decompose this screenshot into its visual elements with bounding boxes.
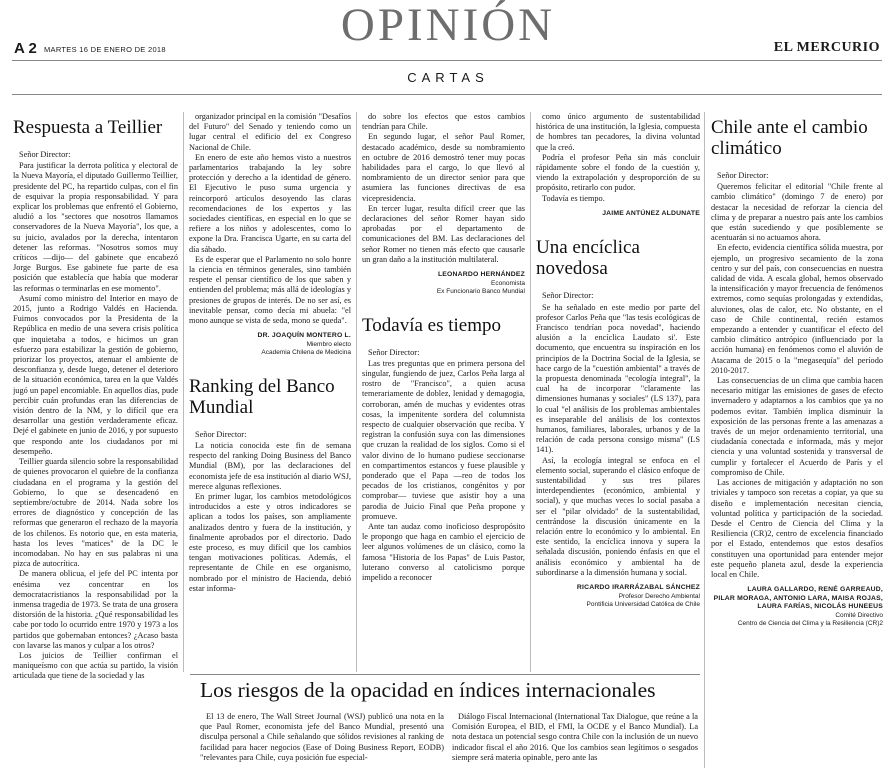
signature-affiliation: Academia Chilena de Medicina bbox=[261, 348, 351, 356]
editorial-headline: Los riesgos de la opacidad en índices internacionales bbox=[200, 678, 656, 702]
salutation: Señor Director: bbox=[19, 150, 71, 159]
column-5 bbox=[711, 112, 883, 768]
letter-paragraph: Se ha señalado en este medio por parte del profesor Carlos Peña que "las tesis ecológicas de Francisco tendrían poca novedad", haciendo alusión a la encíclica Laudato si'. Este documento, que encuentra su inspiración en los principios de la Doctrina Social de la Iglesia, se hace cargo de la "cuestión ambiental" a través de la propuesta denominada "ecología integral", la cual ha de incorporar "claramente las dimensiones humanas y sociales" (LS 137), para lo cual "el análisis de los problemas ambientales es inseparable del análisis de los contextos humanos, familiares, laborales, urbanos y de la relación de cada persona consigo misma" (LS 141). bbox=[536, 302, 700, 455]
signature-role: Profesor Derecho Ambiental bbox=[618, 592, 700, 600]
letter-paragraph: De manera oblicua, el jefe del PC intenta por enésima vez concentrar en los democratacristianos la responsabilidad por la inmensa tragedia de 1973. Se trata de una grosera distorsión de la historia. ¿Qué responsabilidad les cabe por todo lo ocurrido entre 1970 y 1973 a los partidos que gobernaban entonces? ¿Acaso basta con lavarse las manos y culpar a los otros? bbox=[13, 569, 178, 650]
column-4 bbox=[536, 112, 700, 672]
letter-title: Todavía es tiempo bbox=[362, 314, 502, 336]
letter-paragraph: como único argumento de sustentabilidad histórica de una institución, la Iglesia, compuesta de hombres tan pecadores, la divina voluntad que la creó. bbox=[536, 112, 700, 152]
letter-paragraph: En segundo lugar, el señor Paul Romer, destacado académico, desde su nombramiento en octubre de 2016 demostró tener muy pocas habilidades para el cargo, lo que llevó al nombramiento de un director senior para que asumiera las funciones directivas de esa vicepresidencia. bbox=[362, 132, 525, 203]
signature-role: Comité Directivo bbox=[835, 611, 883, 619]
letter-paragraph: La noticia conocida este fin de semana respecto del ranking Doing Business del Banco Mundial (BM), por las declaraciones del economista jefe de esa institución al diario WSJ, merece algunas reflexiones. bbox=[189, 440, 351, 491]
letter-paragraph: Ante tan audaz como inoficioso despropósito le propongo que haga en cambio el ejercicio de leer algunos volúmenes de un clásico, como la famosa "Historia de los Papas" de Luis Pastor, luterano converso al catolicismo porque impelido a reconocer bbox=[362, 522, 525, 583]
editorial-column-2 bbox=[452, 712, 698, 768]
letter-paragraph: En tercer lugar, resulta difícil creer que las declaraciones del señor Romer hayan sido aprobadas por el departamento de comunicaciones del BM. Las declaraciones del señor Romer no tienen más efecto que causarle un gran daño a la institución multilateral. bbox=[362, 203, 525, 264]
editorial-rule bbox=[190, 674, 700, 675]
issue-date: MARTES 16 DE ENERO DE 2018 bbox=[44, 45, 166, 54]
signature-affiliation: Ex Funcionario Banco Mundial bbox=[436, 287, 525, 295]
signature: PILAR MORAGA, ANTONIO LARA, MAISA ROJAS, bbox=[713, 594, 883, 602]
editorial-paragraph: El 13 de enero, The Wall Street Journal (WSJ) publicó una nota en la que Paul Romer, economista jefe del Banco Mundial, presentó una disculpa personal a Chile señalando que sólidos revisiones al ranking de facilidad para hacer negocios (Ease of Doing Business Report, EODB) "relevantes para Chile, cuya posición fue especial- bbox=[200, 712, 444, 762]
letter-paragraph: Todavía es tiempo. bbox=[542, 193, 605, 203]
column-divider bbox=[356, 112, 357, 672]
letter-paragraph: Las consecuencias de un clima que cambia hacen necesario mitigar las emisiones de gases de efecto invernadero y adaptarnos a los cambios que ya no podemos evitar. También implica disminuir la exposición de las personas frente a las amenazas a través de un mejor ordenamiento territorial, una ciudadanía conectada e informada, más y mejor ciencia y una voluntad sostenida y transversal de cumplir y fortalecer el Acuerdo de París y el compromiso de Chile. bbox=[711, 376, 883, 477]
signature-role: Miembro electo bbox=[306, 340, 351, 348]
column-3 bbox=[362, 112, 525, 672]
column-1 bbox=[13, 112, 178, 768]
letter-paragraph: Asumí como ministro del Interior en mayo de 2015, junto a Rodrigo Valdés en Hacienda. Fuimos convocados por la Presidenta de la República en medio de una severa crisis política que inquietaba a todos, e hicimos un gran esfuerzo para estabilizar la gestión de gobierno, priorizar los proyectos, atenuar el ambiente de desconfianza y, desde luego, detener el deterioro de la situación económica, tarea en la que Valdés jugó un papel encomiable. En aquellos días, pude percibir cuán profundas eran las diferencias de visión dentro de la NM, y lo difícil que era desarrollar una gestión verdaderamente eficaz. Dejé el gabinete en junio de 2016, y por supuesto que respondo ante los ciudadanos por mi desempeño. bbox=[13, 293, 178, 456]
subsection-title: CARTAS bbox=[407, 70, 489, 85]
letter-paragraph: En efecto, evidencia científica sólida muestra, por ejemplo, un progresivo secamiento de la zona centro y sur del país, con consecuencias en nuestra calidad de vida. A escala global, hemos observado la intensificación y mayor frecuencia de fenómenos extremos, como sequías prolongadas y extendidas, aluviones, olas de calor, etc. No obstante, en el caso de Chile continental, recién estamos empezando a entender y cuantificar el efecto del cambio climático antrópico (influenciado por la acción humana) en fenómenos como el aluvión de Atacama de 2015 o la "megasequía" del período 2010-2017. bbox=[711, 243, 883, 375]
column-divider bbox=[704, 112, 705, 768]
column-2 bbox=[189, 112, 351, 672]
letter-title: Ranking del Banco Mundial bbox=[189, 375, 335, 418]
signature: LAURA FARÍAS, NICOLÁS HUNEEUS bbox=[757, 603, 883, 611]
letter-title: Respuesta a Teillier bbox=[13, 117, 163, 138]
letter-title: Chile ante el cambio climático bbox=[711, 117, 868, 159]
salutation: Señor Director: bbox=[717, 171, 769, 180]
letter-paragraph: Podría el profesor Peña sin más concluir rápidamente sobre el fondo de la cuestión y, viendo la extrapolación y desproporción de su propósito, retirarlo con pudor. bbox=[536, 152, 700, 193]
signature: JAIME ANTÚNEZ ALDUNATE bbox=[602, 209, 700, 217]
signature: RICARDO IRARRÁZABAL SÁNCHEZ bbox=[576, 584, 700, 592]
section-title: OPINIÓN bbox=[340, 0, 556, 51]
signature: DR. JOAQUÍN MONTERO L. bbox=[257, 332, 351, 340]
column-divider bbox=[183, 112, 184, 672]
letter-paragraph: En enero de este año hemos visto a nuestros parlamentarios trabajando la ley sobre protección y derecho a la identidad de género. El Ejecutivo le puso suma urgencia y reincorporó artículos desoyendo las claras recomendaciones de los expertos y las sociedades científicas, en especial en lo que se refiere a los niños y adolescentes, como lo expone la Dra. Francisca Ugarte, en su carta del día sábado. bbox=[189, 152, 351, 254]
letter-paragraph: Queremos felicitar el editorial "Chile frente al cambio climático" (domingo 7 de enero) por destacar la necesidad de reforzar la ciencia del clima y de preparar a nuestro país ante los cambios que están sucediendo y que posiblemente se acentuarán si no actuamos ahora. bbox=[711, 182, 883, 243]
signature-affiliation: Pontificia Universidad Católica de Chile bbox=[586, 600, 700, 608]
letter-paragraph: Así, la ecología integral se enfoca en el elemento social, superando el clásico enfoque de sustentabilidad y sus tres pilares interdependientes (económico, ambiental y social), y que muchas veces lo social pasaba a ser el "pilar olvidado" de la sustentabilidad, centrándose la discusión únicamente en la relación entre lo económico y lo ambiental. En este sentido, la encíclica innova y supera la señalada discusión, poniendo énfasis en que el análisis económico y ambiental ha de subordinarse a la dimensión humana y social. bbox=[536, 455, 700, 577]
letter-paragraph: Los juicios de Teillier confirman el maniqueísmo con que actúa su partido, la visión articulada que tiene de la sociedad y las bbox=[13, 650, 178, 681]
signature-affiliation: Centro de Ciencia del Clima y la Resiliencia (CR)2 bbox=[737, 619, 883, 627]
letter-paragraph: Las acciones de mitigación y adaptación no son triviales y tampoco son recetas a copiar, ya que su diseño e implementación necesitan ciencia, voluntad política y participación de la sociedad. Desde el Centro de Ciencia del Clima y la Resiliencia (CR)2, centro de excelencia financiado por el Estado, entendemos que estos desafíos constituyen una oportunidad para entender mejor este pequeño planeta azul, desde la experiencia local en Chile. bbox=[711, 478, 883, 579]
letter-paragraph: Las tres preguntas que en primera persona del singular, fungiendo de juez, Carlos Peña larga al rostro de "Francisco", a quien acusa temerariamente de doblez, lenidad y demagogia, corroboran, amén de muchas y evidentes otras cosas, la impenitente sordera del columnista respecto de cualquier observación que reciba. Y registran la confusión suya con las dimensiones que cruzan la realidad de los siglos. Como si el valor divino de lo humano pudiese seccionarse en compartimentos estancos y fuese plausible y ponderado que el Papa —reo de todos los pecados de los cristianos, congénitos y por comprobar— tuviese que asistir hoy a una parodia de Juicio Final que Peña propone y promueve. bbox=[362, 358, 525, 521]
page-number: A 2 bbox=[14, 40, 37, 57]
letter-title: Una encíclica novedosa bbox=[536, 237, 640, 280]
signature: LEONARDO HERNÁNDEZ bbox=[437, 271, 525, 279]
letter-paragraph: Para justificar la derrota política y electoral de la Nueva Mayoría, el diputado Guillermo Teillier, presidente del PC, ha repartido culpas, con el fin de esquivar la propia responsabilidad. Y para explicar los problemas que enfrentó el Gobierno, aludió a los "sectores que nosotros llamamos conservadores de la Nueva Mayoría", los que, a su juicio, avalados por la derecha, intentaron detener las reformas. "Nosotros somos muy críticos —dijo— del gabinete que encabezó Jorge Burgos. Ese gabinete fue parte de esa posición que establecía que había que moderar las reformas o terminarlas en ese momento". bbox=[13, 161, 178, 293]
header-rule-bottom bbox=[12, 94, 882, 95]
letter-paragraph: do sobre los efectos que estos cambios tendrían para Chile. bbox=[362, 112, 525, 132]
salutation: Señor Director: bbox=[368, 347, 420, 357]
editorial-paragraph: Diálogo Fiscal Internacional (International Tax Dialogue, que reúne a la Comisión Europea, el BID, el FMI, la OCDE y el Banco Mundial). La nota destaca un potencial sesgo contra Chile con la inclusión de un nuevo indicador fiscal el año 2016. Que los cambios sean legítimos o sesgados siempre será materia opinable, pero ante las bbox=[452, 712, 698, 762]
editorial-column-1 bbox=[200, 712, 444, 768]
letter-paragraph: Es de esperar que el Parlamento no solo honre la ciencia en términos generales, sino también respete el pensar científico de los que saben y entienden del problema; más allá de ideologías y presiones de grupos de interés. De no ser así, es inevitable pensar, como decía mi abuela: "el mono aunque se vista de seda, mono se queda". bbox=[189, 254, 351, 326]
letter-paragraph: Teillier guarda silencio sobre la responsabilidad de quienes provocaron el quiebre de la confianza ciudadana en el programa y la gestión del Gobierno, lo que se desencadenó en septiembre/octubre de 2014. Nada sobre los errores de diagnóstico y concepción de las reformas que generaron el rechazo de la mayoría de los chilenos. Es notorio que, en esta materia, hasta los leves "matices" de la DC le incomodaban. No hay en sus palabras ni una pizca de autocrítica. bbox=[13, 457, 178, 569]
newspaper-brand: EL MERCURIO bbox=[773, 40, 880, 55]
signature-role: Economista bbox=[491, 279, 525, 287]
salutation: Señor Director: bbox=[195, 429, 247, 439]
signature: LAURA GALLARDO, RENÉ GARREAUD, bbox=[747, 586, 883, 594]
salutation: Señor Director: bbox=[542, 291, 594, 301]
letter-paragraph: En primer lugar, los cambios metodológicos introducidos a este y otros indicadores se aplican a todos los países, son ampliamente analizados dentro y fuera de la institución, y finalmente aprobados por el directorio. Dado este proceso, es muy difícil que los cambios tengan motivaciones políticas. Además, el representante de Chile en ese organismo, nombrado por el ministro de Hacienda, debió estar informa- bbox=[189, 491, 351, 593]
letter-paragraph: organizador principal en la comisión "Desafíos del Futuro" del Senado y teniendo como un lugar central el edificio del ex Congreso Nacional de Chile. bbox=[189, 112, 351, 152]
page-header bbox=[0, 0, 896, 104]
header-rule-top bbox=[12, 60, 882, 61]
column-divider bbox=[530, 112, 531, 672]
